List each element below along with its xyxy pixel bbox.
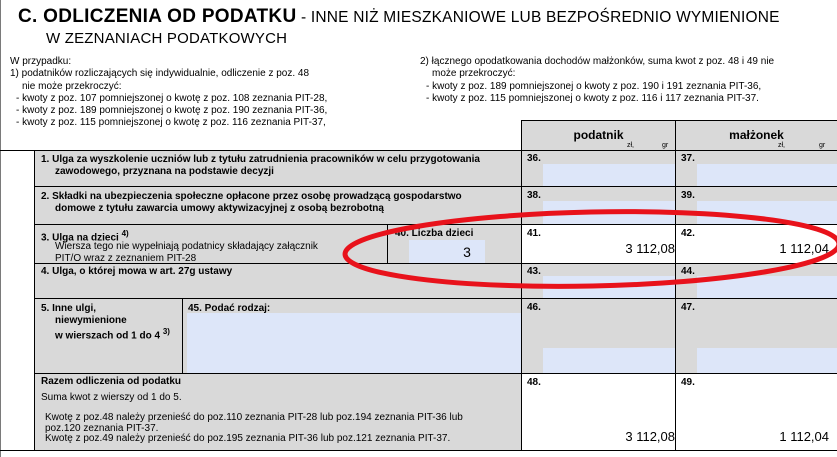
note-left-line: - kwoty z poz. 115 pomniejszonej o kwotę z poz. 116 zeznania PIT-37, (16, 117, 326, 129)
total-note-line: poz.120 zeznania PIT-37. (45, 422, 159, 434)
row3-footnote: 4) (121, 229, 129, 238)
row1-label-line: 1. Ulga za wyszkolenie uczniów lub z tytułu zatrudnienia pracowników w celu przygotowania (41, 154, 480, 165)
row5-footnote: 3) (162, 327, 170, 336)
note-left-line: - kwoty z poz. 107 pomniejszonej o kwotę z poz. 108 zeznania PIT-28, (16, 92, 328, 104)
other-relief-type-label: 45. Podać rodzaj: (188, 303, 271, 314)
pos48-value: 3 112,08 (625, 429, 675, 444)
unit-gr: gr (819, 142, 826, 149)
pos-number: 49. (681, 377, 695, 388)
row5-label-line: niewymienione (55, 314, 127, 326)
col-podatnik: podatnik (573, 128, 624, 142)
col-malzonek: małżonek (729, 128, 784, 142)
row2-label-line: 2. Składki na ubezpieczenia społeczne opłacone przez osobę prowadzącą gospodarstwo (41, 191, 462, 202)
pos-number: 48. (527, 377, 541, 388)
total-sub: Suma kwot z wierszy od 1 do 5. (41, 392, 182, 403)
section-title-line2: W ZEZNANIACH PODATKOWYCH (46, 30, 288, 47)
row5-label-line: w wierszach od 1 do 4 (55, 330, 161, 342)
note-right-line: 2) łącznego opodatkowania dochodów małżonków, suma kwot z poz. 48 i 49 nie (420, 56, 775, 67)
children-count-value: 3 (463, 244, 471, 260)
pos-number: 42. (681, 228, 695, 239)
pos49-value: 1 112,04 (779, 429, 829, 444)
total-note-line: Kwotę z poz.48 należy przenieść do poz.110 zeznania PIT-28 lub poz.194 zeznania PIT-36 lub (45, 412, 463, 423)
note-left-line: 1) podatników rozliczających się indywidualnie, odliczenie z poz. 48 (10, 68, 310, 80)
pos-number: 37. (681, 153, 695, 164)
pos42-value: 1 112,04 (779, 241, 829, 256)
pos-number: 41. (527, 228, 541, 239)
note-left-line: W przypadku: (10, 56, 72, 67)
total-note-line: Kwotę z poz.49 należy przenieść do poz.195 zeznania PIT-36 lub poz.121 zeznania PIT-37. (45, 433, 451, 444)
unit-zl: zł, (627, 142, 634, 149)
section-title-bold: C. ODLICZENIA OD PODATKU (18, 6, 297, 27)
pos-number: 44. (681, 266, 695, 277)
unit-zl: zł, (778, 142, 785, 149)
children-count-label: 40. Liczba dzieci (395, 228, 474, 239)
row1-label-line: zawodowego, przyznana na podstawie decyzji (55, 165, 274, 177)
pos-number: 38. (527, 190, 541, 201)
row3-title: 3. Ulga na dzieci (41, 232, 119, 244)
unit-gr: gr (662, 142, 669, 149)
note-right-line: - kwoty z poz. 189 pomniejszonej o kwoty z poz. 190 i 191 zeznania PIT-36, (426, 80, 762, 92)
note-right-line: - kwoty z poz. 115 pomniejszonej o kwoty z poz. 116 i 117 zeznania PIT-37. (426, 92, 759, 104)
note-right-line: może przekroczyć: (432, 68, 516, 80)
annotation-ellipse-shape (344, 207, 837, 291)
section-title-rest: - INNE NIŻ MIESZKANIOWE LUB BEZPOŚREDNIO WYMIENIONE (296, 9, 780, 26)
pos41-value: 3 112,08 (625, 241, 675, 256)
row3-desc-line: Wiersza tego nie wypełniają podatnicy składający załącznik (55, 241, 318, 252)
pos-number: 46. (527, 302, 541, 313)
pos-number: 43. (527, 266, 541, 277)
pos-number: 47. (681, 302, 695, 313)
row4-label: 4. Ulga, o której mowa w art. 27g ustawy (41, 266, 233, 277)
row2-label-line: domowe z tytułu zawarcia umowy aktywizacyjnej z osobą bezrobotną (55, 202, 384, 214)
note-left-line: nie może przekroczyć: (22, 80, 122, 92)
pos-number: 36. (527, 153, 541, 164)
note-left-line: - kwoty z poz. 189 pomniejszonej o kwotę z poz. 190 zeznania PIT-36, (16, 105, 328, 117)
row5-label-line: 5. Inne ulgi, (41, 303, 97, 314)
total-label: Razem odliczenia od podatku (41, 376, 182, 387)
row3-desc-line: PIT/O wraz z zeznaniem PIT-28 (55, 252, 197, 264)
pos-number: 39. (681, 190, 695, 201)
